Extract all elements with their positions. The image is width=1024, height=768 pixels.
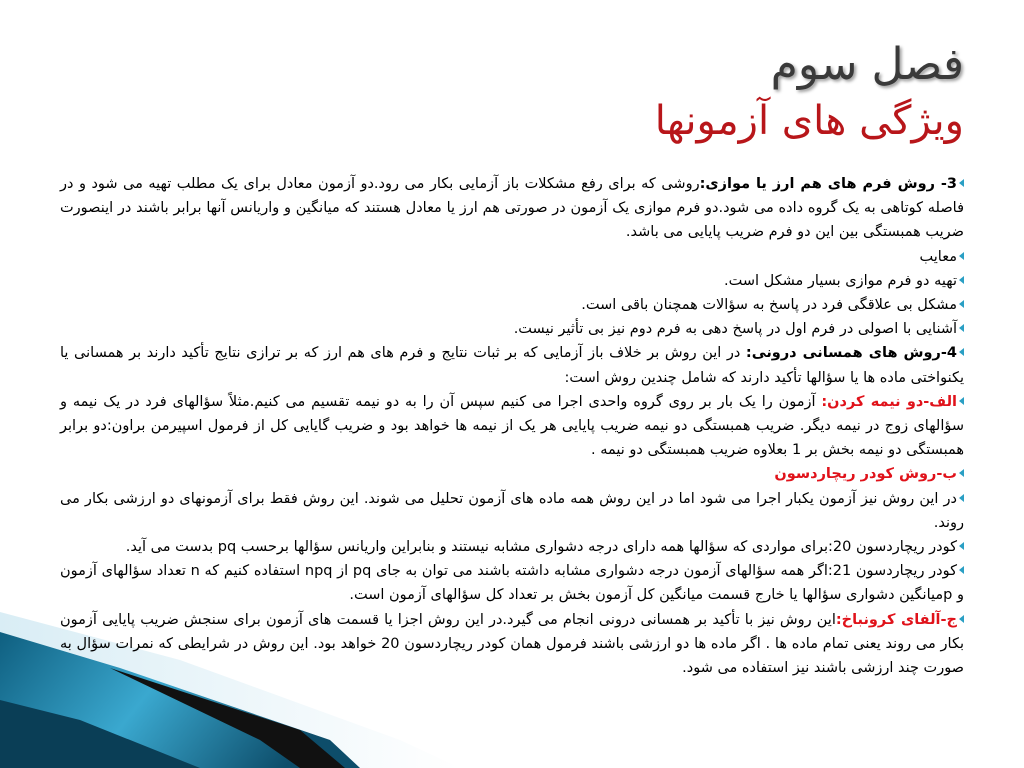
- paragraph: [60, 462, 964, 486]
- paragraph-lead: 3- روش فرم های هم ارز یا موازی:: [699, 176, 957, 192]
- paragraph: [60, 535, 964, 559]
- paragraph-lead: الف-دو نیمه کردن:: [821, 393, 957, 410]
- paragraph: [60, 245, 964, 269]
- paragraph: [60, 317, 964, 341]
- bullet-icon: [959, 300, 964, 308]
- bullet-icon: [959, 566, 964, 574]
- paragraph-text: تهیه دو فرم موازی بسیار مشکل است.: [723, 272, 957, 289]
- slide-body: [60, 172, 964, 680]
- slide-title: فصل سوم: [770, 39, 964, 90]
- paragraph: [60, 487, 964, 535]
- bullet-icon: [959, 179, 964, 187]
- slide-subtitle: ویژگی های آزمونها: [654, 98, 964, 144]
- paragraph-text: کودر ریچاردسون 20:برای مواردی که سؤالها همه دارای درجه دشواری مشابه نیستند و بنابراین واریانس سؤالها برحسب pq بدست می آید.: [125, 539, 957, 556]
- paragraph: [60, 341, 964, 389]
- paragraph-lead: 4-روش های همسانی درونی:: [745, 345, 957, 362]
- bullet-icon: [959, 469, 964, 477]
- bullet-icon: [959, 348, 964, 356]
- bullet-icon: [959, 397, 964, 405]
- paragraph: [60, 269, 964, 293]
- paragraph: [60, 608, 964, 681]
- bullet-icon: [959, 494, 964, 502]
- paragraph-text: در این روش بر خلاف باز آزمایی که بر ثبات نتایج و فرم های هم ارز که بر ترازی نتایج تأکید دارند بر همسانی یا یکنواختی ماده ها یا سؤالها تأکید دارند که شامل چندین روش است:: [60, 345, 964, 386]
- paragraph: [60, 293, 964, 317]
- paragraph-text: روشی که برای رفع مشکلات باز آزمایی بکار می رود.دو آزمون معادل برای یک مطلب تهیه می شود و در فاصله کوتاهی به یک گروه داده می شود.دو فرم موازی یک آزمون در صورتی هم ارز یا معادل هستند که میانگین و واریانس آنها برابر باشند در اینصورت ضریب همبستگی بین این دو فرم ضریب پایایی می باشد.: [60, 176, 964, 241]
- paragraph-lead: ج-آلفای کرونباخ:: [835, 611, 957, 628]
- paragraph-text: آشنایی با اصولی در فرم اول در پاسخ دهی به فرم دوم نیز بی تأثیر نیست.: [513, 321, 957, 338]
- bullet-icon: [959, 615, 964, 623]
- bullet-icon: [959, 542, 964, 550]
- bullet-icon: [959, 324, 964, 332]
- paragraph-text: آزمون را یک بار بر روی گروه واحدی اجرا می کنیم سپس آن را به دو نیمه تقسیم می کنیم.مثلاً سؤالهای فرد در یک نیمه و سؤالهای زوج در نیمه دیگر. ضریب همبستگی دو نیمه ضریب پایایی هر یک از نیمه ها خواهد بود و ضریب گایایی کل از فرمول اسپیرمن براون:دو برابر همبستگی دو نیمه بخش بر 1 بعلاوه ضریب همبستگی دو نیمه .: [60, 393, 964, 459]
- paragraph-text: کودر ریچاردسون 21:اگر همه سؤالهای آزمون درجه دشواری مشابه داشته باشند می توان به جای pq از npq استفاده کنیم که n تعداد سؤالهای آزمون و pمیانگین دشواری سؤالها یا خارج قسمت میانگین کل آزمون بخش بر تعداد کل سؤالهای آزمون است.: [60, 563, 964, 604]
- paragraph-text: مشکل بی علاقگی فرد در پاسخ به سؤالات همچنان باقی است.: [581, 297, 957, 314]
- paragraph: [60, 172, 964, 245]
- paragraph: [60, 390, 964, 463]
- paragraph-text: معایب: [919, 248, 957, 265]
- bullet-icon: [959, 276, 964, 284]
- bullet-icon: [959, 252, 964, 260]
- paragraph-lead: ب-روش کودر ریچاردسون: [774, 466, 957, 483]
- paragraph-text: در این روش نیز آزمون یکبار اجرا می شود اما در این روش همه ماده های آزمون تحلیل می شوند. این روش فقط برای آزمونهای دو ارزشی بکار می روند.: [60, 490, 964, 531]
- paragraph: [60, 559, 964, 607]
- paragraph-text: این روش نیز با تأکید بر همسانی درونی انجام می گیرد.در این روش اجزا یا قسمت های آزمون برای سنجش ضریب پایایی آزمون بکار می روند یعنی تمام ماده ها . اگر ماده ها دو ارزشی باشند فرمول همان کودر ریچاردسون 20 خواهد بود. این روش در شرایطی که نمرات سؤال به صورت چند ارزشی باشند نیز استفاده می شود.: [60, 611, 964, 677]
